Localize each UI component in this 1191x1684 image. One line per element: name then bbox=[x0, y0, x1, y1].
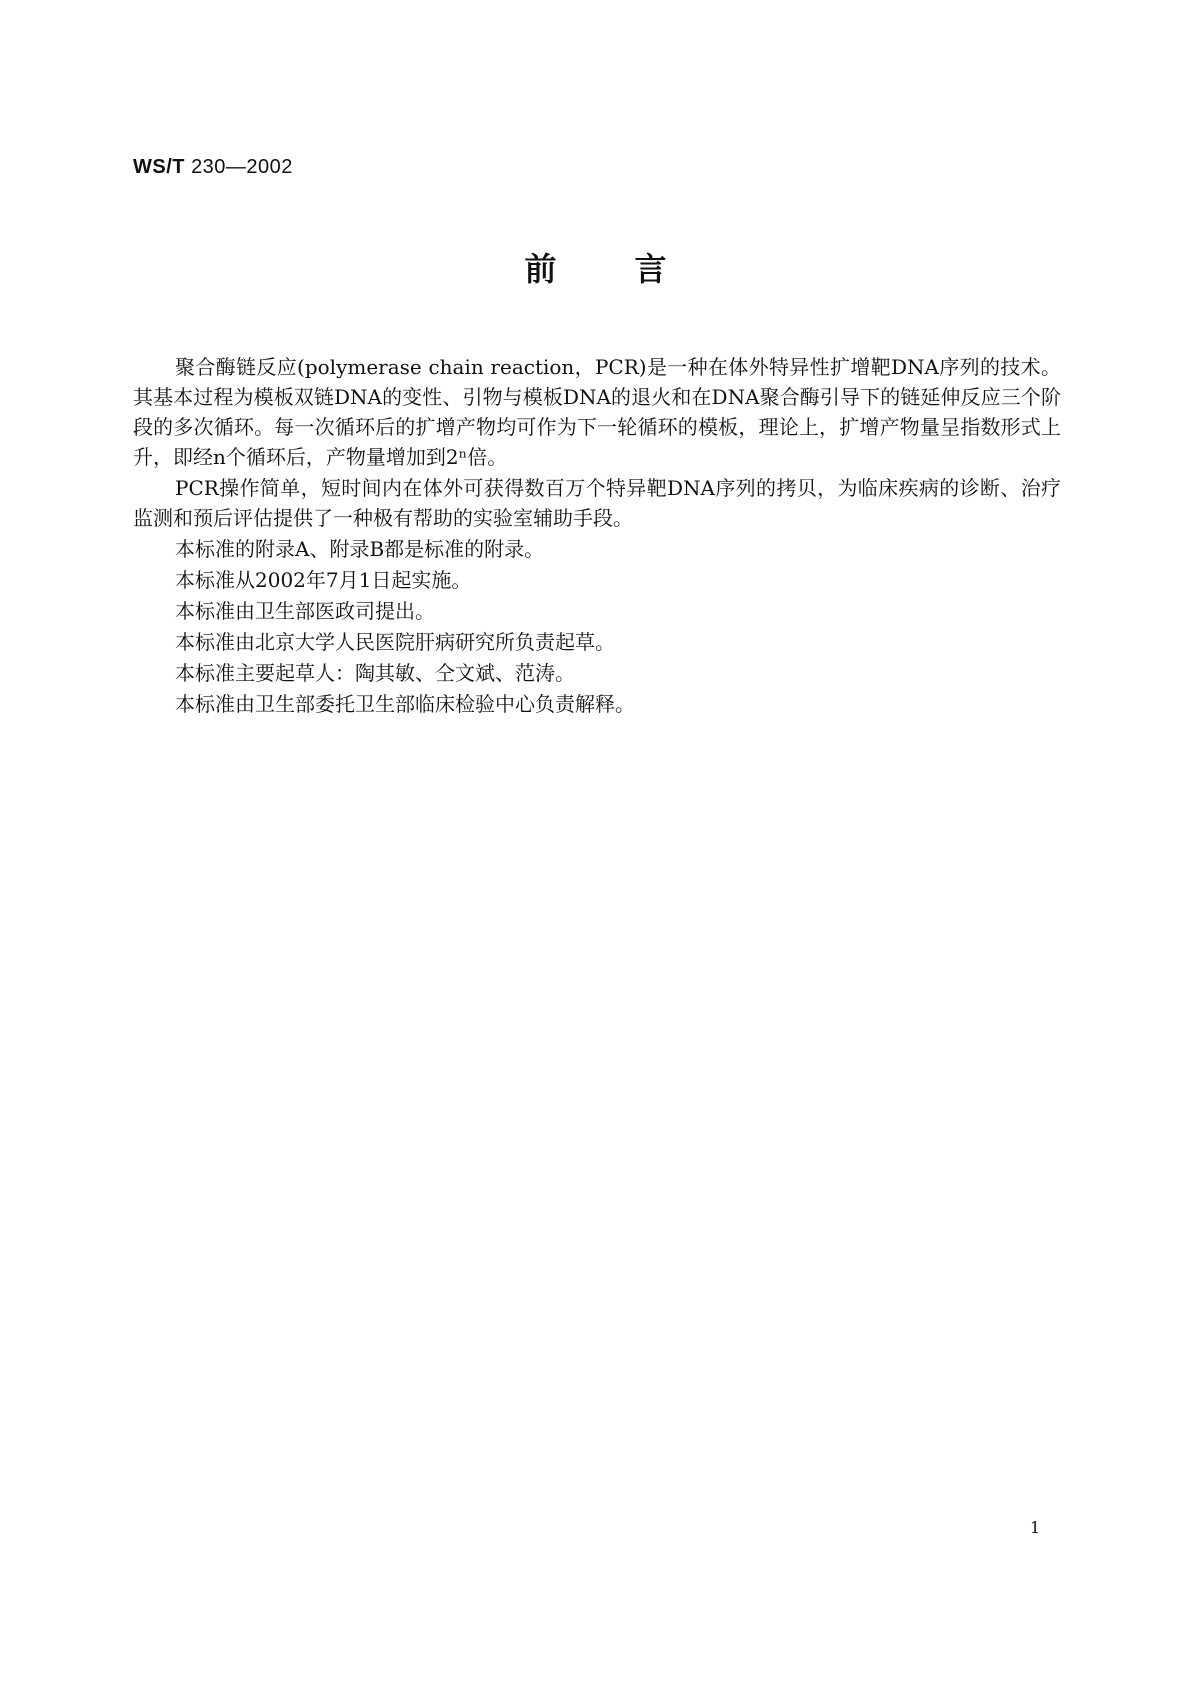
paragraph-pcr-definition: 聚合酶链反应(polymerase chain reaction，PCR)是一种在体外特异性扩增靶DNA序列的技术。其基本过程为模板双链DNA的变性、引物与模板DNA的退火和在DNA聚合酶引导下的链延伸反应三个阶段的多次循环。每一次循环后的扩增产物均可作为下一轮循环的模板，理论上，扩增产物量呈指数形式上升，即经n个循环后，产物量增加到2ⁿ倍。 bbox=[133, 355, 1061, 469]
paragraph-interpretation: 本标准由卫生部委托卫生部临床检验中心负责解释。 bbox=[175, 692, 635, 716]
paragraph-appendix-note: 本标准的附录A、附录B都是标准的附录。 bbox=[175, 537, 545, 561]
foreword-body bbox=[133, 352, 1061, 720]
paragraph-drafters: 本标准主要起草人：陶其敏、仝文斌、范涛。 bbox=[175, 661, 575, 685]
page-title: 前言 bbox=[524, 250, 745, 288]
paragraph-drafting-unit: 本标准由北京大学人民医院肝病研究所负责起草。 bbox=[175, 630, 615, 654]
standard-code-number: 230—2002 bbox=[191, 156, 293, 178]
paragraph-effective-date: 本标准从2002年7月1日起实施。 bbox=[175, 568, 472, 592]
standard-code-prefix: WS/T bbox=[133, 156, 185, 178]
standard-code bbox=[133, 156, 293, 179]
page-number: 1 bbox=[1030, 1518, 1041, 1537]
paragraph-pcr-application: PCR操作简单，短时间内在体外可获得数百万个特异靶DNA序列的拷贝，为临床疾病的诊断、治疗监测和预后评估提供了一种极有帮助的实验室辅助手段。 bbox=[133, 476, 1061, 530]
paragraph-proposer: 本标准由卫生部医政司提出。 bbox=[175, 599, 435, 623]
